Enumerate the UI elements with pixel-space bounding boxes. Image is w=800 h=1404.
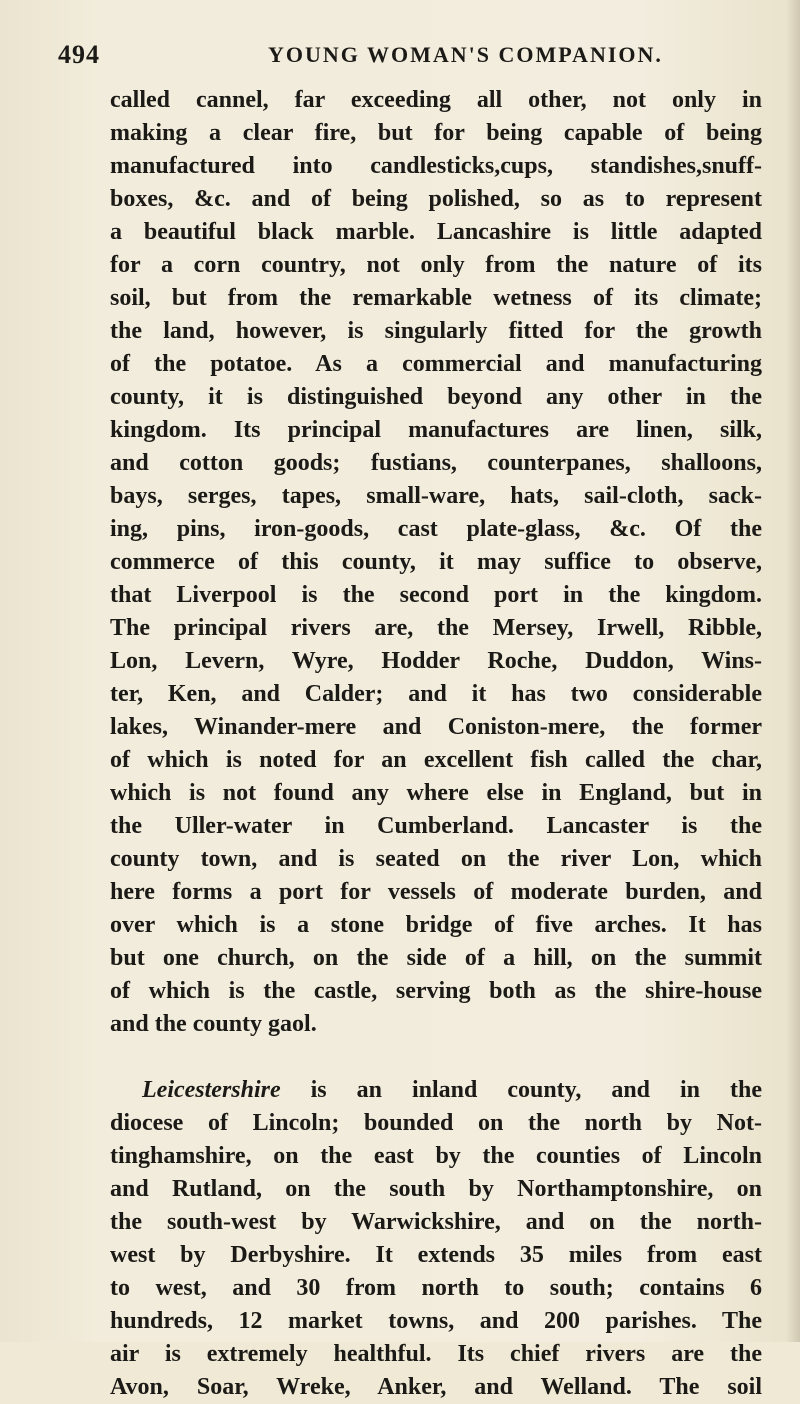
- text-line: here forms a port for vessels of moderate burden, and: [110, 879, 762, 905]
- text-line: ter, Ken, and Calder; and it has two considerable: [110, 681, 762, 707]
- paragraph-leicestershire: [110, 1074, 762, 1404]
- text-line: kingdom. Its principal manufactures are linen, silk,: [110, 417, 762, 443]
- text-line: and Rutland, on the south by Northamptonshire, on: [110, 1176, 762, 1202]
- paragraph-first-line: [110, 1074, 762, 1107]
- text-line: the land, however, is singularly fitted for the growth: [110, 318, 762, 344]
- page-number: 494: [58, 40, 100, 69]
- text-line: diocese of Lincoln; bounded on the north by Not-: [110, 1110, 762, 1136]
- text-line: commerce of this county, it may suffice to observe,: [110, 549, 762, 575]
- text-line: over which is a stone bridge of five arches. It has: [110, 912, 762, 938]
- text-line: ing, pins, iron-goods, cast plate-glass, &c. Of the: [110, 516, 762, 542]
- text-line: but one church, on the side of a hill, on the summit: [110, 945, 762, 971]
- text-line: and the county gaol.: [110, 1011, 317, 1037]
- text-line: tinghamshire, on the east by the counties of Lincoln: [110, 1143, 762, 1169]
- running-head: [58, 40, 758, 76]
- text-line: Avon, Soar, Wreke, Anker, and Welland. The soil: [110, 1374, 762, 1400]
- text-line: lakes, Winander-mere and Coniston-mere, the former: [110, 714, 762, 740]
- text-line: called cannel, far exceeding all other, not only in: [110, 87, 762, 113]
- text-line: soil, but from the remarkable wetness of its climate;: [110, 285, 762, 311]
- text-line: west by Derbyshire. It extends 35 miles from east: [110, 1242, 762, 1268]
- text-line: Lon, Levern, Wyre, Hodder Roche, Duddon, Wins-: [110, 648, 762, 674]
- text-line: air is extremely healthful. Its chief rivers are the: [110, 1341, 762, 1367]
- text-line: of which is noted for an excellent fish called the char,: [110, 747, 762, 773]
- text-line: the south-west by Warwickshire, and on the north-: [110, 1209, 762, 1235]
- paragraph-lancashire: [110, 84, 762, 1041]
- text-line: which is not found any where else in England, but in: [110, 780, 762, 806]
- text-line: county, it is distinguished beyond any other in the: [110, 384, 762, 410]
- text-line: the Uller-water in Cumberland. Lancaster is the: [110, 813, 762, 839]
- text-line: that Liverpool is the second port in the kingdom.: [110, 582, 762, 608]
- first-line-text: is an inland county, and in the: [310, 1077, 763, 1103]
- body-text: [110, 84, 762, 1404]
- page-edge-shadow: [786, 0, 800, 1342]
- text-line: for a corn country, not only from the nature of its: [110, 252, 762, 278]
- text-line: bays, serges, tapes, small-ware, hats, sail-cloth, sack-: [110, 483, 762, 509]
- county-heading-word: Leicestershire: [142, 1077, 281, 1103]
- text-line: hundreds, 12 market towns, and 200 parishes. The: [110, 1308, 762, 1334]
- book-title: YOUNG WOMAN'S COMPANION.: [268, 42, 663, 67]
- text-line: county town, and is seated on the river Lon, which: [110, 846, 762, 872]
- text-line: making a clear fire, but for being capable of being: [110, 120, 762, 146]
- text-line: to west, and 30 from north to south; contains 6: [110, 1275, 762, 1301]
- paragraph-gap: [110, 1041, 762, 1074]
- text-line: and cotton goods; fustians, counterpanes, shalloons,: [110, 450, 762, 476]
- text-line: The principal rivers are, the Mersey, Irwell, Ribble,: [110, 615, 762, 641]
- text-line: boxes, &c. and of being polished, so as to represent: [110, 186, 762, 212]
- text-line: of which is the castle, serving both as the shire-house: [110, 978, 762, 1004]
- text-line: of the potatoe. As a commercial and manufacturing: [110, 351, 762, 377]
- text-line: a beautiful black marble. Lancashire is little adapted: [110, 219, 762, 245]
- text-line: manufactured into candlesticks,cups, standishes,snuff-: [110, 153, 762, 179]
